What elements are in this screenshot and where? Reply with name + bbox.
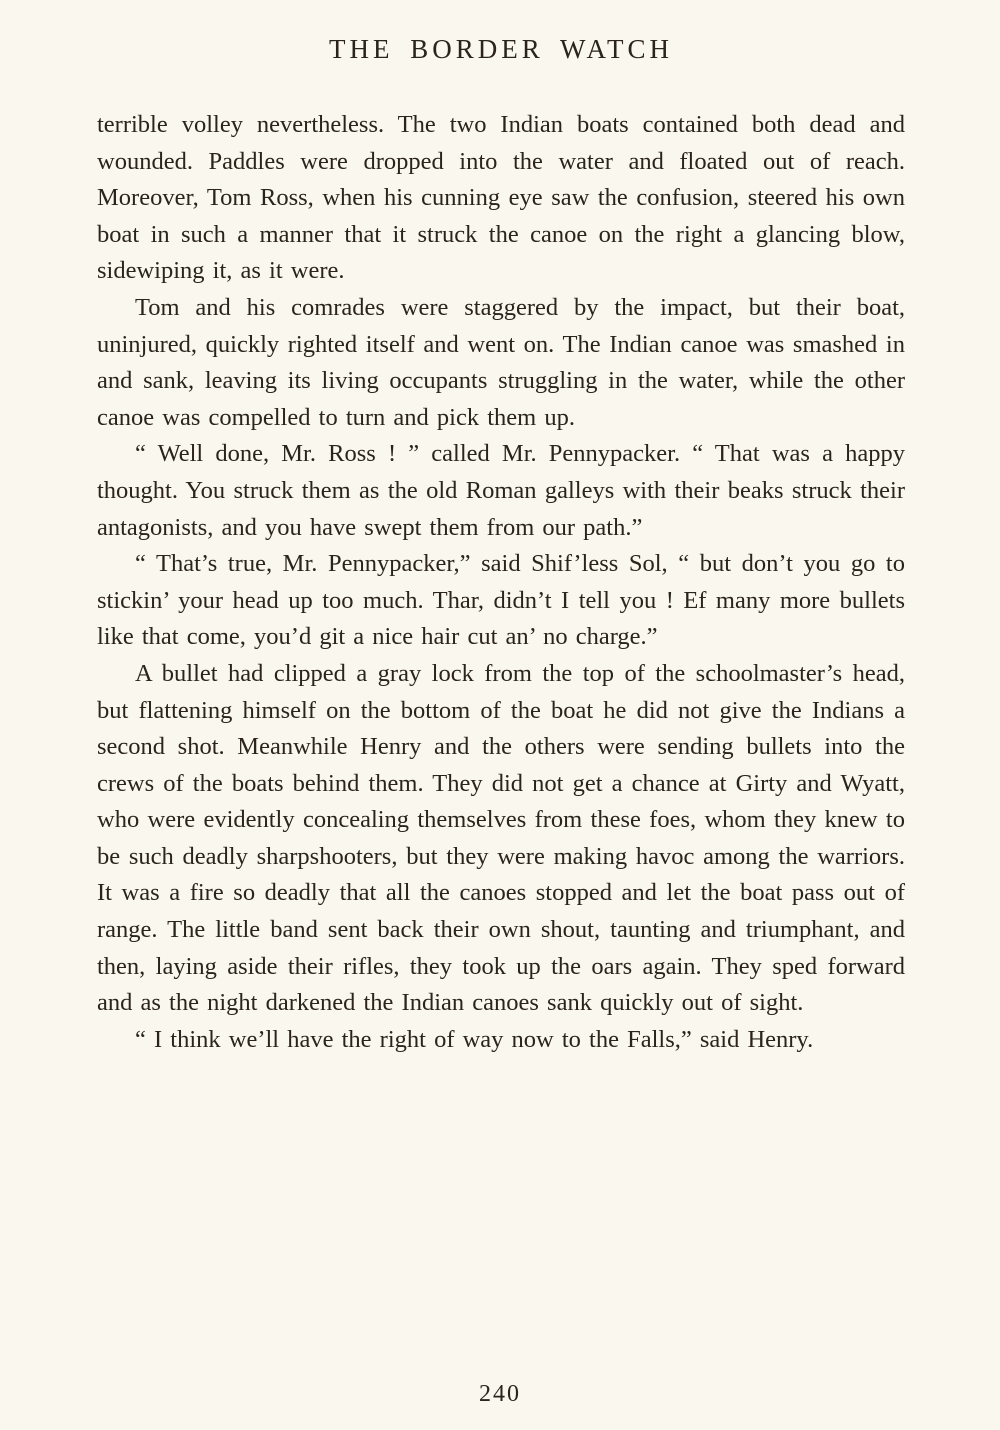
paragraph: “ That’s true, Mr. Pennypacker,” said Shif’less Sol, “ but don’t you go to stickin’ your head up too much. Thar, didn’t I tell you ! Ef many more bullets like that come, you’d git a nice hair cut an’ no charge.” (97, 550, 905, 651)
paragraph: Tom and his comrades were staggered by the impact, but their boat, uninjured, quickly righted itself and went on. The Indian canoe was smashed in and sank, leaving its living occupants struggling in the water, while the other canoe was compelled to turn and pick them up. (97, 293, 905, 431)
paragraph: terrible volley nevertheless. The two Indian boats contained both dead and wounded. Paddles were dropped into the water and floated out of reach. Moreover, Tom Ross, when his cunning eye saw the confusion, steered his own boat in such a manner that it struck the canoe on the right a glancing blow, sidewiping it, as it were. (97, 111, 905, 285)
paragraph: “ Well done, Mr. Ross ! ” called Mr. Pennypacker. “ That was a happy thought. You struck them as the old Roman galleys with their beaks struck their antagonists, and you have swept them from our path.” (97, 440, 905, 541)
page-number: 240 (479, 1381, 521, 1407)
running-head: THE BORDER WATCH (328, 34, 673, 64)
paragraph: “ I think we’ll have the right of way now to the Falls,” said Henry. (135, 1025, 814, 1053)
paragraph: A bullet had clipped a gray lock from the top of the schoolmaster’s head, but flattening himself on the bottom of the boat he did not give the Indians a second shot. Meanwhile Henry and the others were sending bullets into the crews of the boats behind them. They did not get a chance at Girty and Wyatt, who were evidently concealing themselves from these foes, whom they knew to be such deadly sharpshooters, but they were making havoc among the warriors. It was a fire so deadly that all the canoes stopped and let the boat pass out of range. The little band sent back their own shout, taunting and triumphant, and then, laying aside their rifles, they took up the oars again. They sped forward and as the night darkened the Indian canoes sank quickly out of sight. (97, 659, 905, 1017)
page-body (97, 107, 905, 1058)
